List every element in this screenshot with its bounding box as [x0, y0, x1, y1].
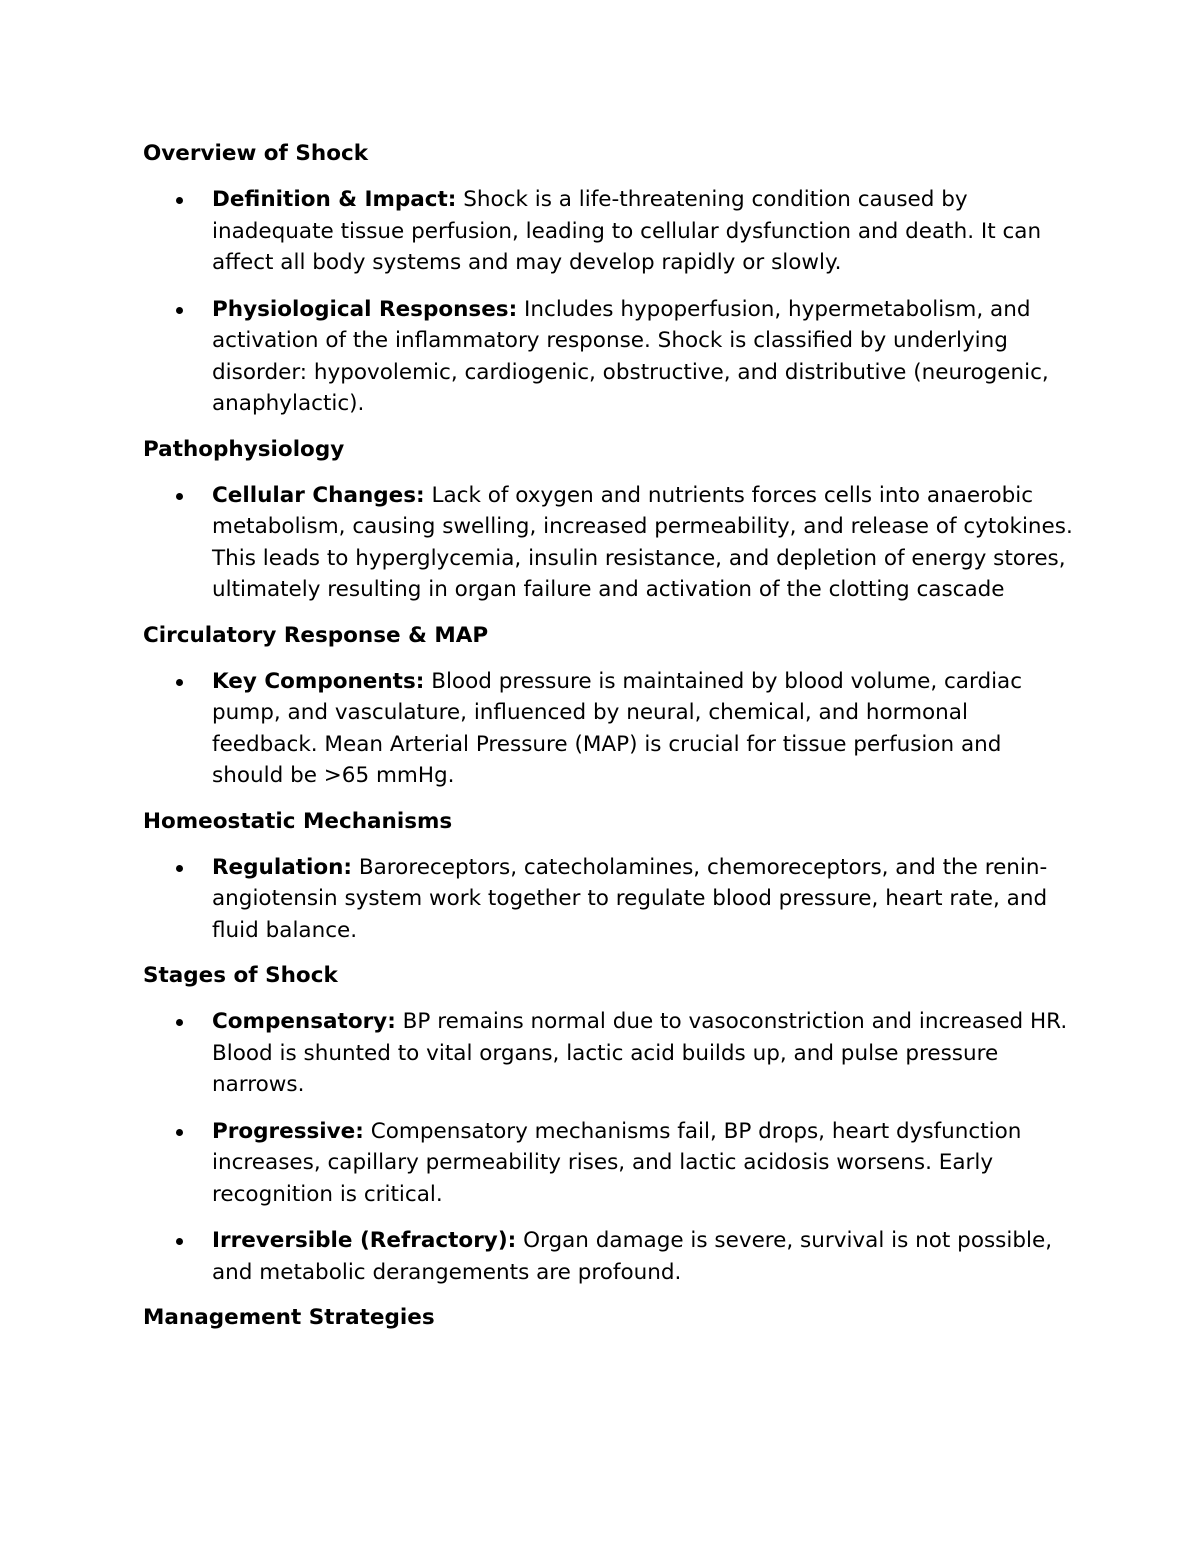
section-heading: Homeostatic Mechanisms: [143, 808, 453, 834]
bullet-icon: [176, 1019, 183, 1026]
item-text: Organ damage is severe, survival is not possible, and metabolic derangements are profound.: [212, 1228, 1053, 1285]
section-heading: Stages of Shock: [143, 963, 338, 988]
section-heading: Overview of Shock: [143, 141, 369, 166]
bullet-icon: [176, 493, 183, 500]
list-item: [143, 1006, 1073, 1101]
list-item: [143, 294, 1073, 420]
item-term: Progressive:: [212, 1118, 364, 1144]
list-item: [143, 184, 1073, 279]
bullet-icon: [176, 307, 183, 314]
item-text: Compensatory mechanisms fail, BP drops, heart dysfunction increases, capillary permeability rises, and lactic acidosis worsens. Early recognition is critical.: [212, 1118, 1022, 1207]
section-heading: Circulatory Response & MAP: [143, 622, 489, 648]
item-term: Physiological Responses:: [212, 296, 518, 322]
item-term: Cellular Changes:: [212, 482, 425, 508]
bullet-list: [143, 480, 1073, 606]
list-item: [143, 852, 1073, 947]
item-text: BP remains normal due to vasoconstriction and increased HR. Blood is shunted to vital organs, lactic acid builds up, and pulse pressure narrows.: [212, 1009, 1068, 1097]
bullet-icon: [176, 197, 183, 204]
document-page: [143, 138, 1073, 1348]
list-item: [143, 666, 1073, 792]
item-text: Includes hypoperfusion, hypermetabolism, and activation of the inflammatory response. Shock is classified by underlying disorder: hypovolemic, cardiogenic, obstructive, and distributive (neurogenic, anaphylactic).: [212, 296, 1049, 416]
item-term: Definition & Impact:: [212, 187, 457, 212]
item-text: Shock is a life-threatening condition caused by inadequate tissue perfusion, leading to cellular dysfunction and death. It can affect all body systems and may develop rapidly or slowly.: [212, 187, 1042, 275]
item-text: Lack of oxygen and nutrients forces cells into anaerobic metabolism, causing swelling, increased permeability, and release of cytokines. This leads to hyperglycemia, insulin resistance, and depletion of energy stores, ultimately resulting in organ failure and activation of the clotting cascade: [212, 482, 1073, 602]
section-circulatory-response: [143, 620, 1073, 792]
list-item: [143, 480, 1073, 606]
section-heading: Pathophysiology: [143, 436, 345, 462]
bullet-icon: [176, 679, 183, 686]
item-term: Compensatory:: [212, 1009, 396, 1034]
section-heading: Management Strategies: [143, 1305, 435, 1330]
item-term: Irreversible (Refractory):: [212, 1228, 517, 1253]
section-overview-of-shock: [143, 138, 1073, 420]
bullet-list: [143, 666, 1073, 792]
item-text: Baroreceptors, catecholamines, chemoreceptors, and the renin-angiotensin system work together to regulate blood pressure, heart rate, and fluid balance.: [212, 854, 1048, 943]
bullet-list: [143, 184, 1073, 420]
section-management-strategies: [143, 1302, 1073, 1334]
item-term: Key Components:: [212, 668, 425, 694]
list-item: [143, 1225, 1073, 1288]
list-item: [143, 1116, 1073, 1211]
bullet-list: [143, 852, 1073, 947]
bullet-icon: [176, 865, 183, 872]
bullet-icon: [176, 1129, 183, 1136]
section-homeostatic-mechanisms: [143, 806, 1073, 947]
bullet-icon: [176, 1238, 183, 1245]
bullet-list: [143, 1006, 1073, 1288]
section-stages-of-shock: [143, 960, 1073, 1288]
item-term: Regulation:: [212, 854, 353, 880]
section-pathophysiology: [143, 434, 1073, 606]
item-text: Blood pressure is maintained by blood volume, cardiac pump, and vasculature, influenced by neural, chemical, and hormonal feedback. Mean Arterial Pressure (MAP) is crucial for tissue perfusion and should be >65 mmHg.: [212, 668, 1023, 788]
